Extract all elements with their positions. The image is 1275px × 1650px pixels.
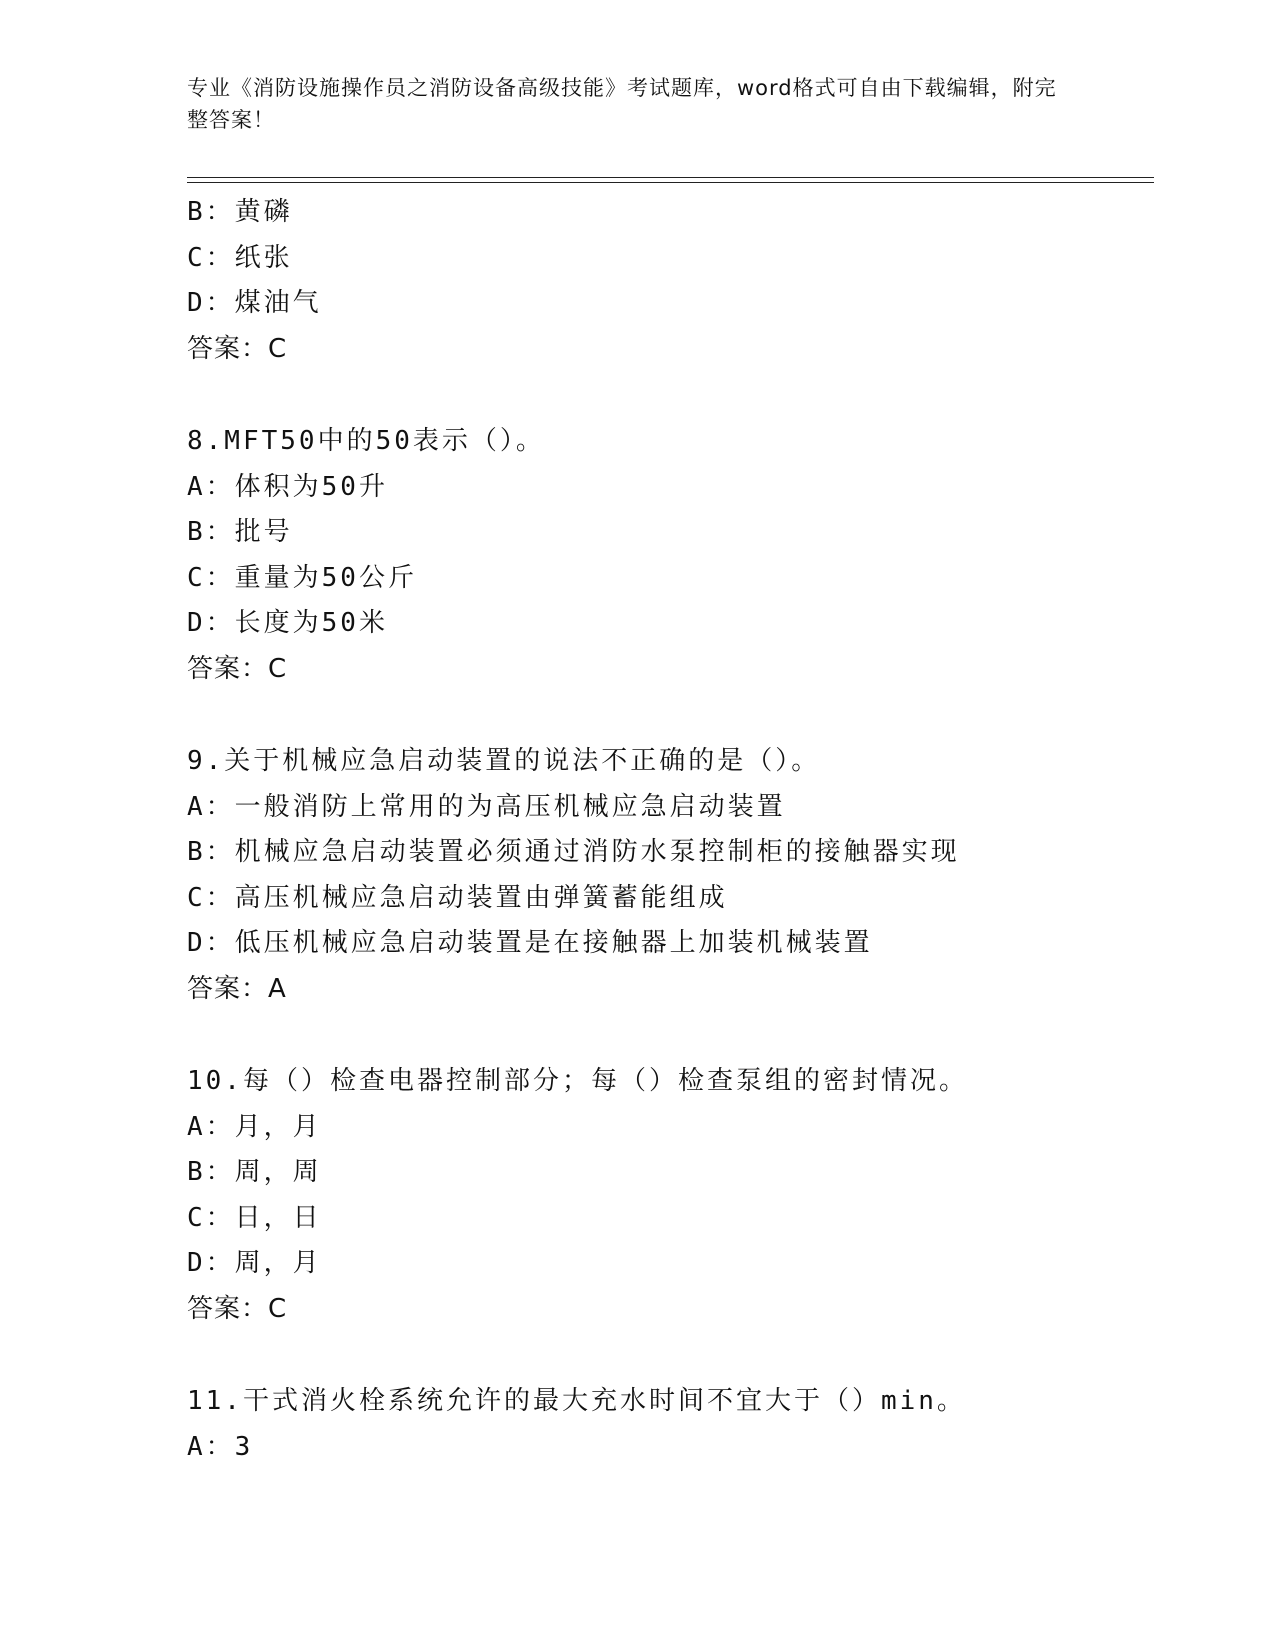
header-divider (187, 177, 1154, 178)
question-stem: 8.MFT50中的50表示（）。 (187, 426, 545, 456)
question-stem: 11.干式消火栓系统允许的最大充水时间不宜大于（）min。 (187, 1386, 966, 1416)
answer-line (187, 647, 1154, 693)
option-a: A：体积为50升 (187, 471, 388, 502)
answer-line (187, 967, 1154, 1013)
option-d: D：煤油气 (187, 288, 322, 318)
question-stem: 9.关于机械应急启动装置的说法不正确的是（）。 (187, 746, 821, 776)
answer-label: 答案： (187, 653, 269, 684)
answer-label: 答案： (187, 973, 269, 1004)
answer-label: 答案： (187, 1293, 269, 1324)
option-a: A：一般消防上常用的为高压机械应急启动装置 (187, 791, 786, 822)
answer-line (187, 327, 1154, 373)
option-d: D：低压机械应急启动装置是在接触器上加装机械装置 (187, 928, 873, 958)
answer-value: C (268, 653, 288, 684)
answer-value: C (268, 1293, 288, 1324)
option-d: D：长度为50米 (187, 608, 388, 638)
option-b: B：周，周 (187, 1157, 322, 1187)
option-a: A：3 (187, 1431, 254, 1462)
answer-value: C (268, 333, 288, 364)
answer-line (187, 1287, 1154, 1333)
answer-label: 答案： (187, 333, 269, 364)
option-c: C：重量为50公斤 (187, 562, 417, 593)
option-a: A：月，月 (187, 1111, 322, 1142)
option-b: B：批号 (187, 517, 293, 547)
option-b: B：黄磷 (187, 197, 293, 227)
option-c: C：高压机械应急启动装置由弹簧蓄能组成 (187, 882, 728, 913)
option-b: B：机械应急启动装置必须通过消防水泵控制柜的接触器实现 (187, 837, 960, 867)
answer-value: A (268, 973, 287, 1004)
document-header: 专业《消防设施操作员之消防设备高级技能》考试题库，word格式可自由下载编辑，附完整答案！ (187, 76, 1057, 132)
question-list (187, 190, 1154, 1470)
option-c: C：日，日 (187, 1202, 322, 1233)
option-d: D：周，月 (187, 1248, 322, 1278)
header-divider-double (187, 182, 1154, 183)
question-stem: 10.每（）检查电器控制部分；每（）检查泵组的密封情况。 (187, 1066, 968, 1096)
option-c: C：纸张 (187, 242, 293, 273)
